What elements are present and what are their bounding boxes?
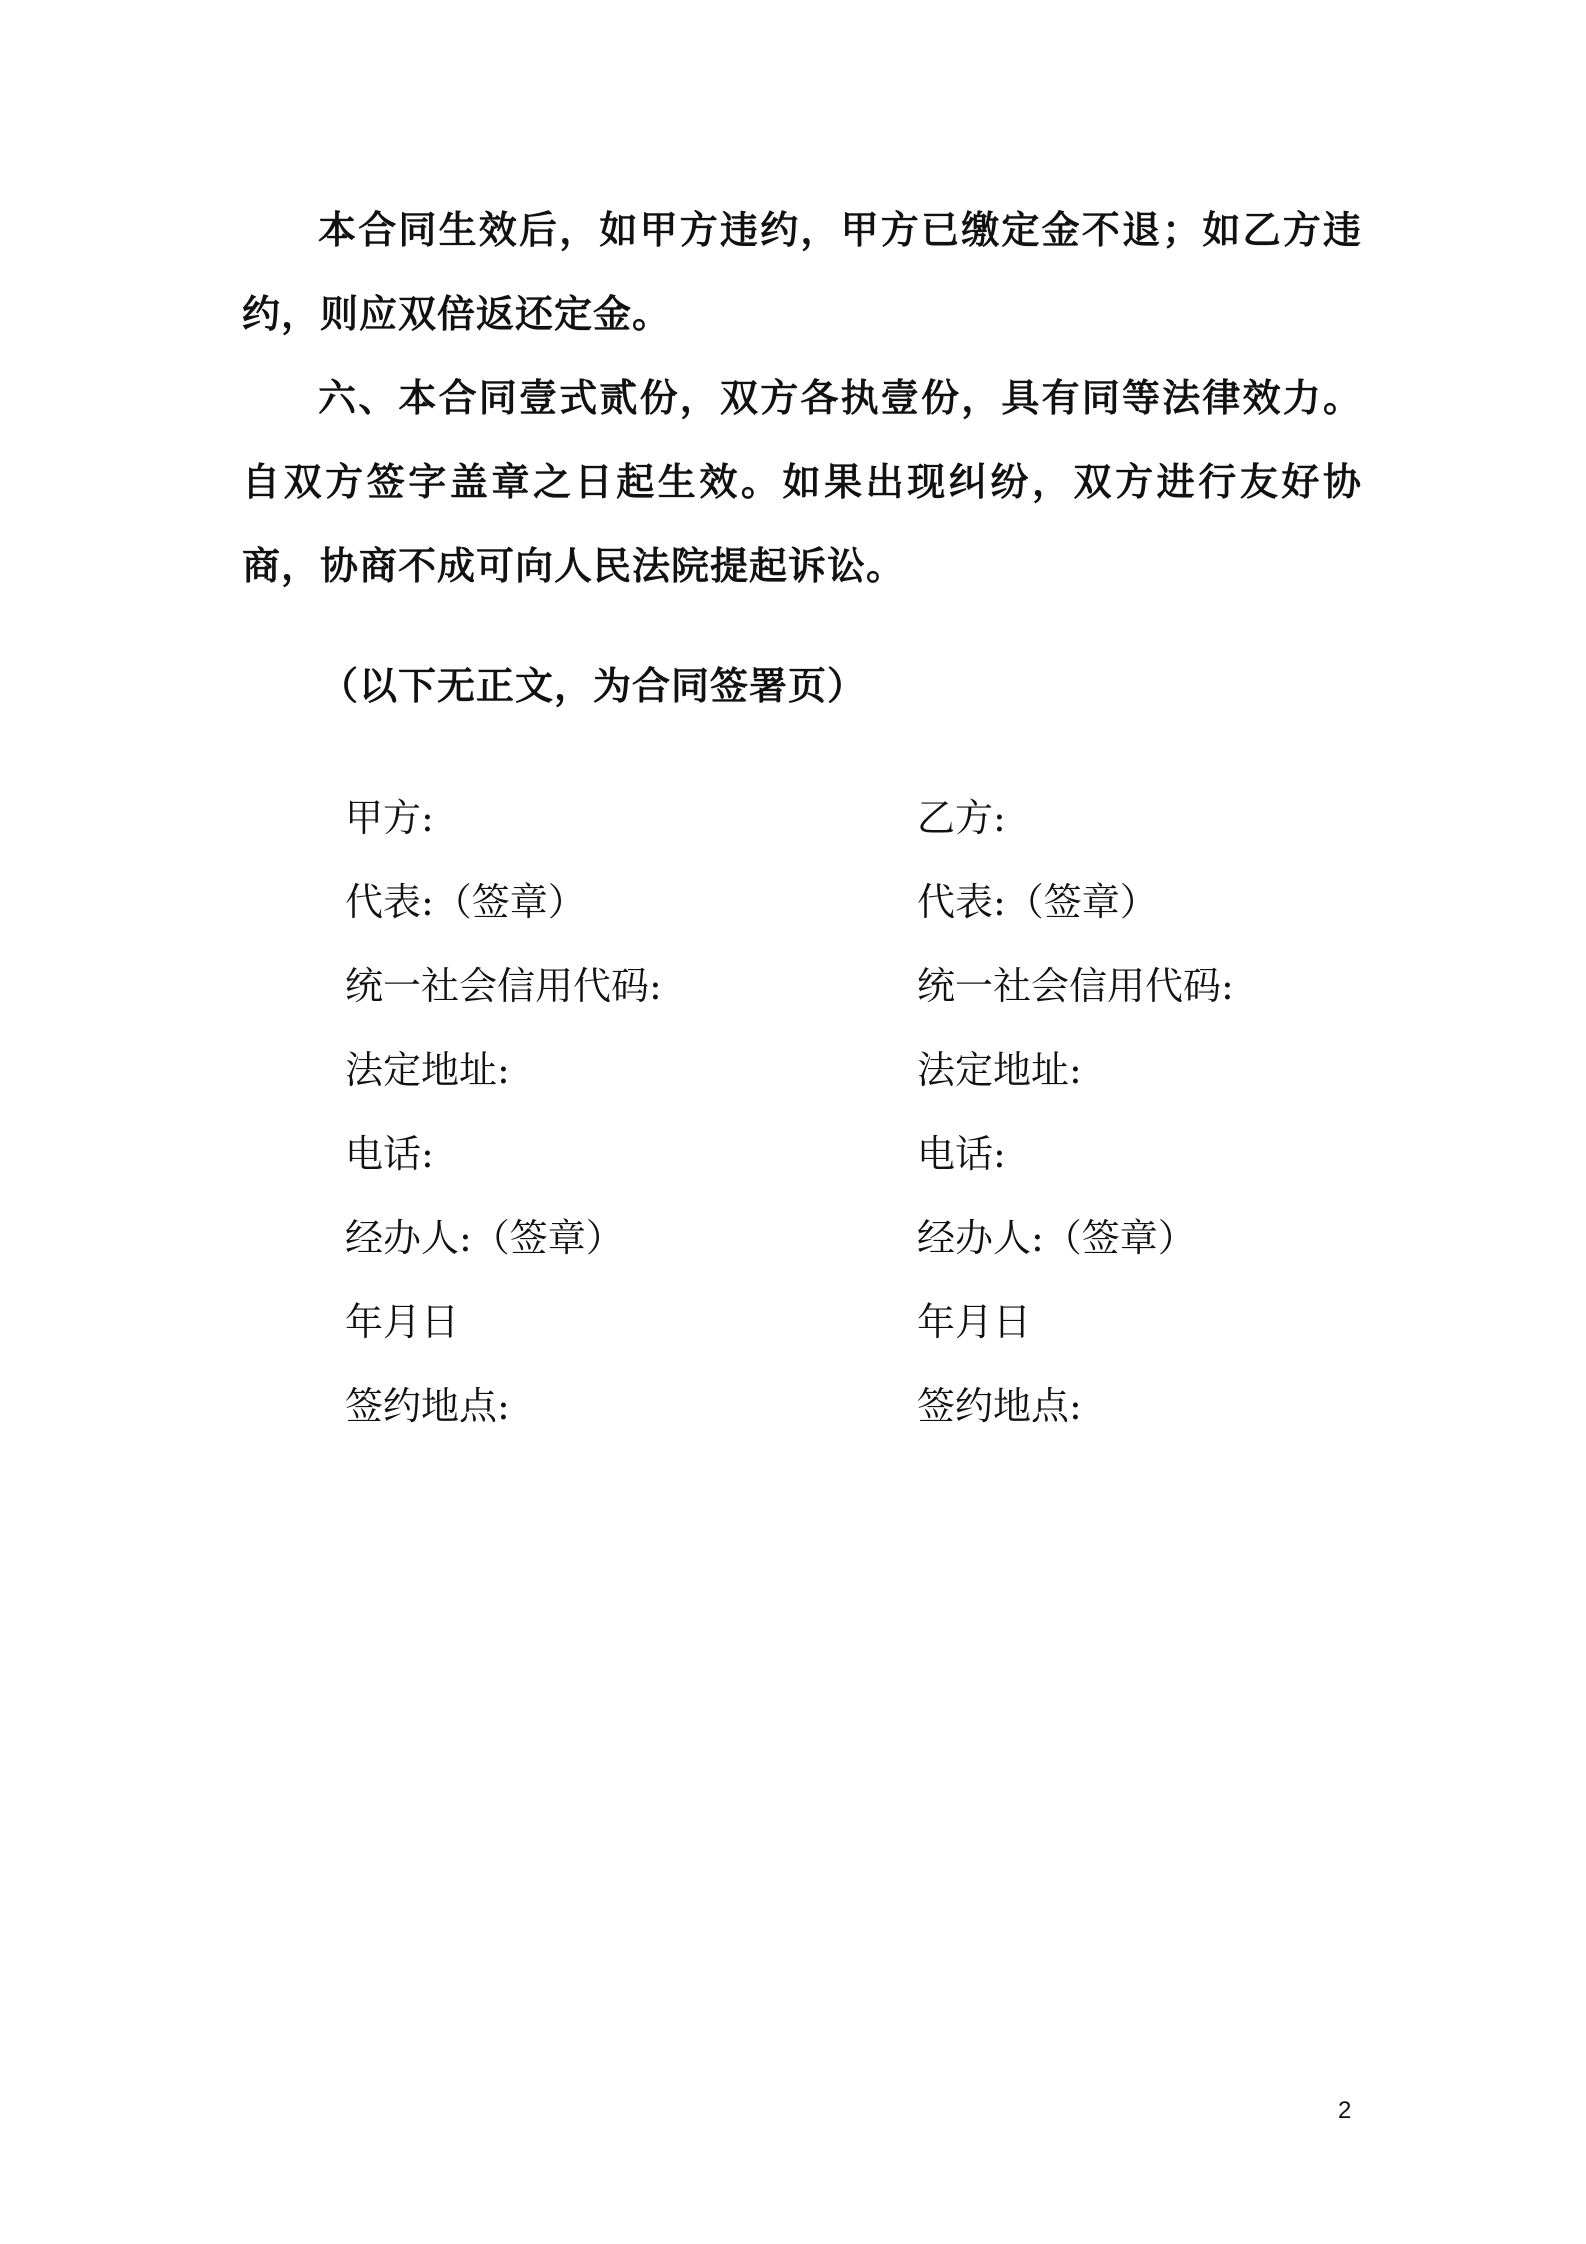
party-a-place: 签约地点: xyxy=(345,1384,510,1428)
party-a-credit-code: 统一社会信用代码: xyxy=(345,964,662,1008)
party-a-phone: 电话: xyxy=(345,1132,434,1176)
clause-deposit-paragraph: 本合同生效后，如甲方违约，甲方已缴定金不退；如乙方违约，则应双倍返还定金。 xyxy=(242,208,1362,336)
party-b-credit-code: 统一社会信用代码: xyxy=(917,964,1234,1008)
party-b-signature-block xyxy=(917,776,1234,1448)
party-b-place: 签约地点: xyxy=(917,1384,1082,1428)
party-b-representative: 代表:（签章） xyxy=(917,880,1158,924)
party-b-label: 乙方: xyxy=(917,796,1006,840)
party-a-date: 年月日 xyxy=(345,1300,460,1344)
party-a-label: 甲方: xyxy=(345,796,434,840)
page-number: 2 xyxy=(1338,2097,1352,2124)
signature-page-note: （以下无正文，为合同签署页） xyxy=(320,664,867,708)
clause-six-paragraph: 六、本合同壹式贰份，双方各执壹份，具有同等法律效力。自双方签字盖章之日起生效。如果出现纠纷，双方进行友好协商，协商不成可向人民法院提起诉讼。 xyxy=(242,376,1362,588)
party-a-address: 法定地址: xyxy=(345,1048,510,1092)
party-b-phone: 电话: xyxy=(917,1132,1006,1176)
party-b-date: 年月日 xyxy=(917,1300,1032,1344)
party-a-handler: 经办人:（签章） xyxy=(345,1216,624,1260)
party-b-address: 法定地址: xyxy=(917,1048,1082,1092)
party-b-handler: 经办人:（签章） xyxy=(917,1216,1196,1260)
party-a-signature-block xyxy=(345,776,662,1448)
party-a-representative: 代表:（签章） xyxy=(345,880,586,924)
